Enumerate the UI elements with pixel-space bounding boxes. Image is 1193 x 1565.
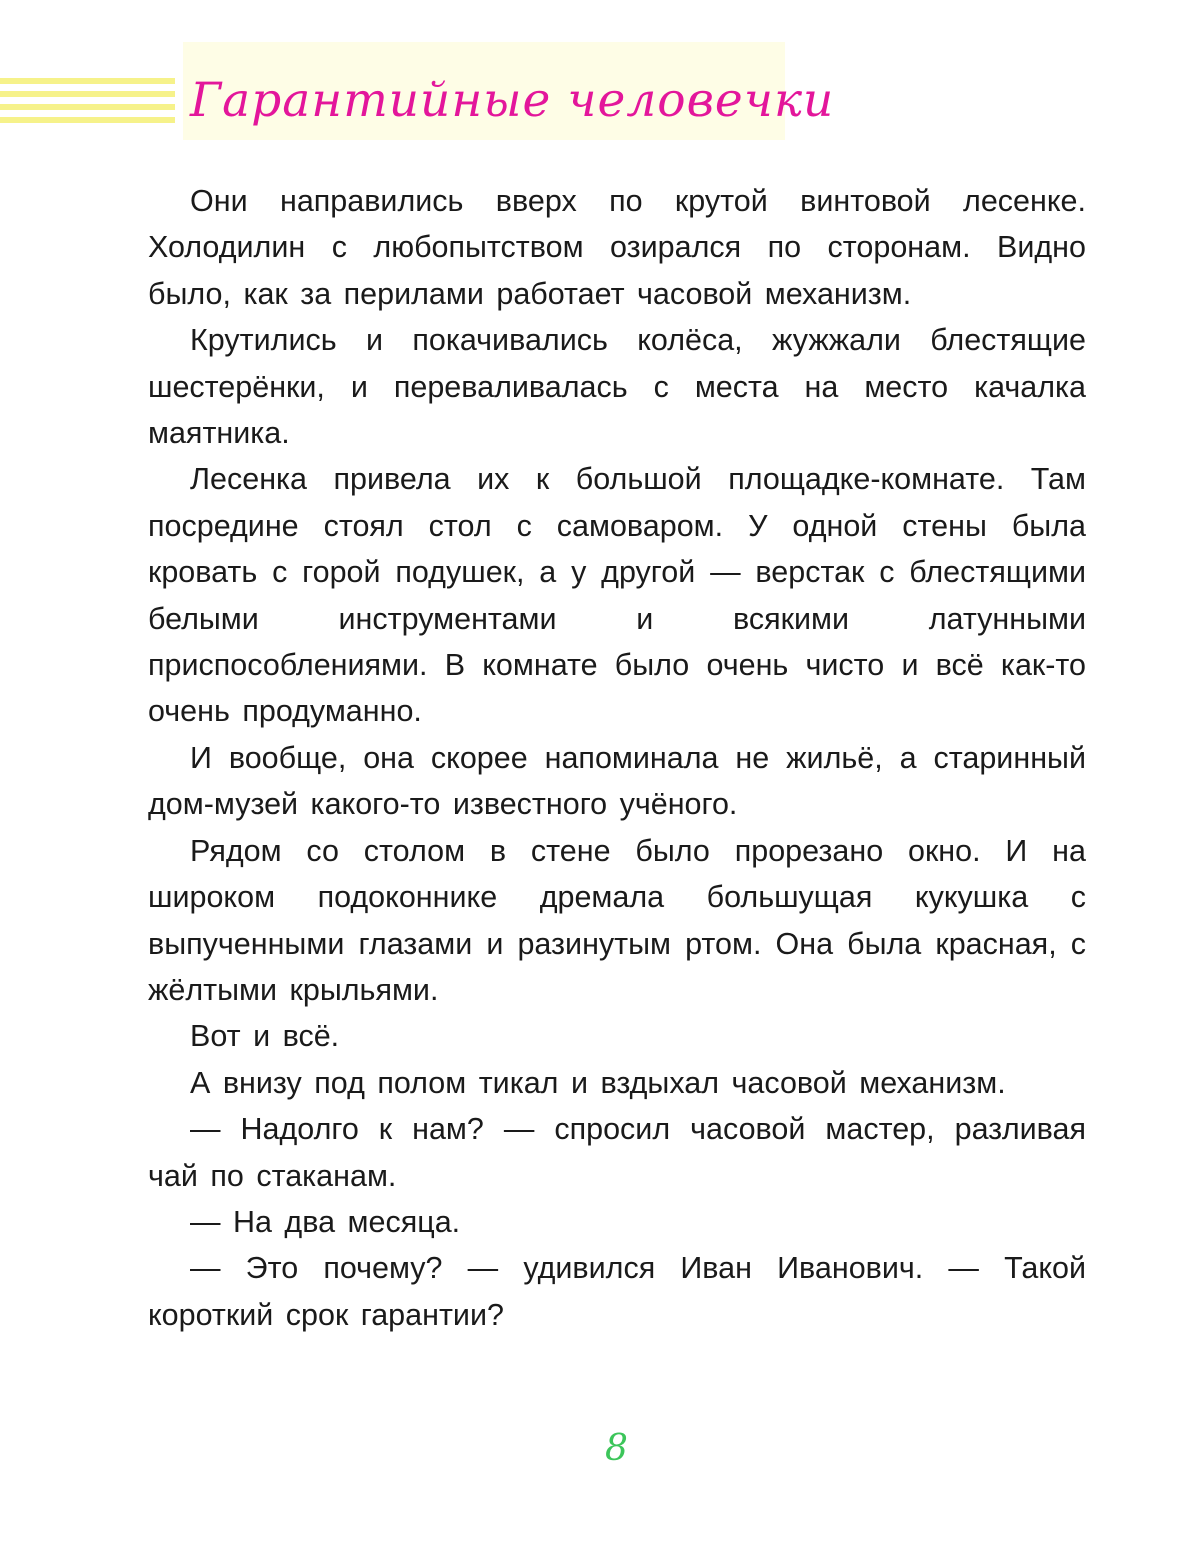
header-stripe: [0, 117, 175, 123]
chapter-title: Гарантийные человечки: [190, 73, 835, 128]
body-text: [148, 178, 1086, 1338]
header-decoration-stripes: [0, 78, 175, 124]
paragraph: А внизу под полом тикал и вздыхал часовой механизм.: [190, 1065, 1006, 1100]
paragraph: Они направились вверх по крутой винтовой лесенке. Холодилин с любопытством озирался по сторонам. Видно было, как за перилами работает часовой механизм.: [148, 184, 1086, 311]
page-number: 8: [605, 1428, 628, 1469]
paragraph: И вообще, она скорее напоминала не жильё, а старинный дом-музей какого-то известного учёного.: [148, 740, 1086, 822]
paragraph: Рядом со столом в стене было прорезано окно. И на широком подоконнике дремала большущая кукушка с выпученными глазами и разинутым ртом. Она была красная, с жёлтыми крыльями.: [148, 833, 1086, 1007]
header-stripe: [0, 91, 175, 97]
header-stripe: [0, 78, 175, 84]
paragraph: — Это почему? — удивился Иван Иванович. — Такой короткий срок гарантии?: [148, 1251, 1086, 1332]
header-stripe: [0, 104, 175, 110]
paragraph: — На два месяца.: [190, 1204, 461, 1239]
paragraph: Крутились и покачивались колёса, жужжали блестящие шестерёнки, и переваливалась с места на место качалка маятника.: [148, 323, 1086, 451]
paragraph: — Надолго к нам? — спросил часовой мастер, разливая чай по стаканам.: [148, 1112, 1086, 1193]
paragraph: Вот и всё.: [190, 1019, 340, 1054]
paragraph: Лесенка привела их к большой площадке-комнате. Там посредине стоял стол с самоваром. У одной стены была кровать с горой подушек, а у другой — верстак с блестящими белыми инструментами и всякими латунными приспособлениями. В комнате было очень чисто и всё как-то очень продуманно.: [148, 462, 1086, 729]
